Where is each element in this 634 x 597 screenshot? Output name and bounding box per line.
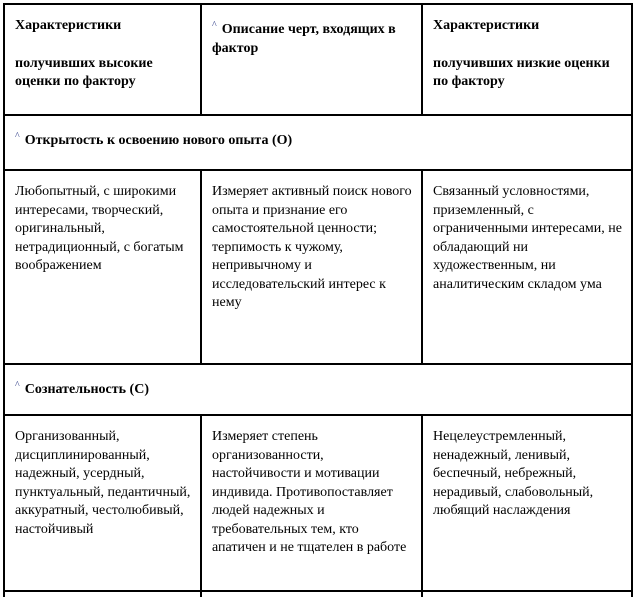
table-header-row [4,4,632,115]
header-cell-low-scores [422,4,632,115]
anchor-caret-icon: ^ [212,20,217,31]
header-description-paragraph [212,17,413,58]
header-high-title: Характеристики [15,18,122,33]
header-cell-description [201,4,422,115]
openness-high-scorers-cell [4,170,201,364]
conscientiousness-description-text: Измеряет степень организованности, настойчивости и мотивации индивида. Противопоставляет людей надежных и требовательных тем, кто апатичен и не тщателен в работе [212,429,407,555]
conscientiousness-description-cell [201,415,422,591]
section-title-openness: Открытость к освоению нового опыта (О) [24,133,293,148]
section-title-conscientiousness: Сознательность (С) [24,382,149,397]
content-row-openness [4,170,632,364]
section-title-cell-conscientiousness [4,364,632,415]
header-description-label: Описание черт, входящих в фактор [212,22,396,56]
header-low-subtitle: получивших низкие оценки по фактору [433,55,610,89]
content-row-conscientiousness [4,415,632,591]
conscientiousness-high-scorers-cell [4,415,201,591]
personality-factors-table [3,3,633,597]
header-low-title: Характеристики [433,18,540,33]
header-high-subtitle: получивших высокие оценки по фактору [15,55,153,89]
header-cell-high-scores [4,4,201,115]
openness-low-scorers-text: Связанный условностями, приземленный, с ограниченными интересами, не обладающий ни художественным, ни аналитическим складом ума [433,184,622,292]
next-row-clipped [4,591,632,597]
openness-description-text: Измеряет активный поиск нового опыта и признание его самостоятельной ценности; терпимость к чужому, непривычному и исследовательский интерес к нему [212,184,412,310]
clipped-cell-2 [201,591,422,597]
openness-description-cell [201,170,422,364]
anchor-caret-icon: ^ [15,131,20,142]
conscientiousness-low-scorers-text: Нецелеустремленный, ненадежный, ленивый, беспечный, небрежный, нерадивый, слабовольный, любящий наслаждения [433,429,594,518]
section-row-openness [4,115,632,170]
clipped-cell-1 [4,591,201,597]
conscientiousness-high-scorers-text: Организованный, дисциплинированный, надежный, усердный, пунктуальный, педантичный, аккуратный, честолюбивый, настойчивый [15,429,191,537]
section-row-conscientiousness [4,364,632,415]
section-title-cell-openness [4,115,632,170]
openness-low-scorers-cell [422,170,632,364]
conscientiousness-low-scorers-cell [422,415,632,591]
clipped-cell-3 [422,591,632,597]
anchor-caret-icon: ^ [15,380,20,391]
openness-high-scorers-text: Любопытный, с широкими интересами, творческий, оригинальный, нетрадиционный, с богатым воображением [15,184,184,273]
